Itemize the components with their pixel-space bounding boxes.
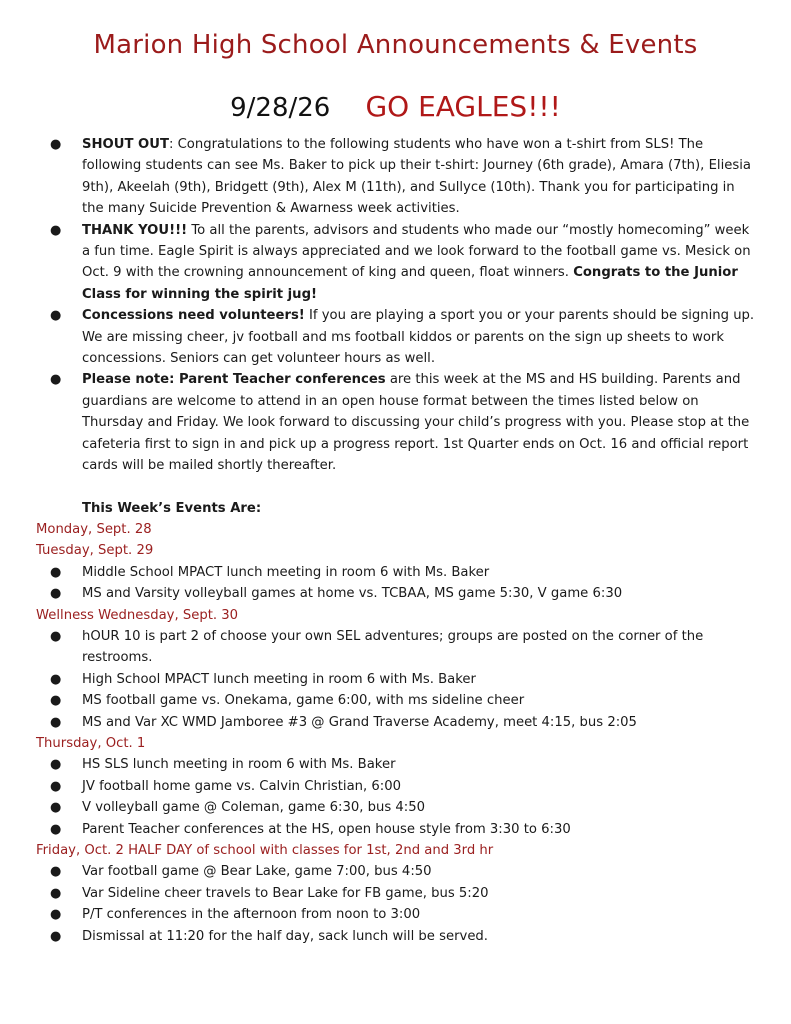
event-text: Middle School MPACT lunch meeting in room 6 with Ms. Baker <box>82 564 490 580</box>
event-list <box>0 754 791 840</box>
event-text: P/T conferences in the afternoon from noon to 3:00 <box>82 907 421 923</box>
event-list <box>0 562 791 605</box>
bullet-icon: ● <box>50 821 62 837</box>
announcement-item <box>0 305 791 369</box>
bullet-icon: ● <box>50 137 62 152</box>
announcement-text: are this week at the MS and HS building. Parents and guardians are welcome to attend in an open house format between the times listed below on Thursday and Friday. We look forward to discussing your child’s progress with you. Please stop at the cafeteria first to sign in and pick up a progress report. 1st Quarter ends on Oct. 16 and official report cards will be mailed shortly thereafter. <box>82 372 750 474</box>
date-line <box>0 90 791 123</box>
event-item <box>0 562 791 583</box>
events-heading: This Week’s Events Are: <box>82 500 262 516</box>
page-body <box>0 134 791 947</box>
event-text: Var Sideline cheer travels to Bear Lake for FB game, bus 5:20 <box>82 885 489 901</box>
bullet-icon: ● <box>50 864 62 880</box>
bullet-icon: ● <box>50 778 62 794</box>
bullet-icon: ● <box>50 308 62 324</box>
event-text: Var football game @ Bear Lake, game 7:00, bus 4:50 <box>82 864 432 880</box>
day-heading: Monday, Sept. 28 <box>36 521 152 537</box>
bullet-icon: ● <box>50 885 62 901</box>
announcement-text: : Congratulations to the following students who have won a t-shirt from SLS! The following students can see Ms. Baker to pick up their t-shirt: Journey (6th grade), Amara (7th), Eliesia 9th), Akeelah (9th), Bridgett (9th), Alex M (11th), and Sullyce (10th). Thank you for participating in the many Suicide Prevention & Awarness week activities. <box>82 137 751 217</box>
bullet-icon: ● <box>50 628 62 644</box>
bullet-icon: ● <box>50 222 62 238</box>
event-list <box>0 861 791 947</box>
event-item <box>0 583 791 604</box>
announcement-text: To all the parents, advisors and students who made our “mostly homecoming” week a fun time. Eagle Spirit is always appreciated and we look forward to the football game vs. Mesick on Oct. 9 with the crowning announcement of king and queen, float winners. <box>82 222 751 281</box>
announcement-item <box>0 220 791 306</box>
announcement-lead: THANK YOU!!! <box>82 222 188 238</box>
bullet-icon: ● <box>50 564 62 580</box>
day-heading: Thursday, Oct. 1 <box>36 735 146 751</box>
event-text: JV football home game vs. Calvin Christian, 6:00 <box>82 778 402 794</box>
bullet-icon: ● <box>50 928 62 944</box>
announcement-item <box>0 369 791 476</box>
event-text: MS and Var XC WMD Jamboree #3 @ Grand Traverse Academy, meet 4:15, bus 2:05 <box>82 714 637 730</box>
event-item <box>0 754 791 775</box>
bullet-icon: ● <box>50 693 62 709</box>
announcement-lead: Please note: Parent Teacher conferences <box>82 372 386 388</box>
bullet-icon: ● <box>50 757 62 773</box>
bullet-icon: ● <box>50 372 62 388</box>
event-list <box>0 626 791 733</box>
bullet-icon: ● <box>50 907 62 923</box>
event-item <box>0 669 791 690</box>
event-item <box>0 861 791 882</box>
bullet-icon: ● <box>50 586 62 602</box>
day-heading: Wellness Wednesday, Sept. 30 <box>36 607 239 623</box>
event-item <box>0 626 791 669</box>
event-item <box>0 690 791 711</box>
event-item <box>0 926 791 947</box>
event-text: High School MPACT lunch meeting in room 6 with Ms. Baker <box>82 671 476 687</box>
bullet-icon: ● <box>50 714 62 730</box>
date: 9/28/26 <box>230 93 331 123</box>
event-text: Parent Teacher conferences at the HS, open house style from 3:30 to 6:30 <box>82 821 571 837</box>
event-text: MS and Varsity volleyball games at home vs. TCBAA, MS game 5:30, V game 6:30 <box>82 586 623 602</box>
announcement-item <box>0 134 791 220</box>
event-item <box>0 712 791 733</box>
event-text: V volleyball game @ Coleman, game 6:30, bus 4:50 <box>82 800 426 816</box>
event-item <box>0 883 791 904</box>
bullet-icon: ● <box>50 671 62 687</box>
announcement-tail: Congrats to the Junior Class for winning the spirit jug! <box>82 265 738 302</box>
slogan: GO EAGLES!!! <box>365 90 561 123</box>
day-heading: Friday, Oct. 2 HALF DAY of school with classes for 1st, 2nd and 3rd hr <box>36 843 494 858</box>
announcement-text: If you are playing a sport you or your parents should be signing up. We are missing cheer, jv football and ms football kiddos or parents on the sign up sheets to work concessions. Seniors can get volunteer hours as well. <box>82 308 755 367</box>
event-item <box>0 904 791 925</box>
event-text: hOUR 10 is part 2 of choose your own SEL adventures; groups are posted on the corner of the restrooms. <box>82 628 704 666</box>
day-heading: Tuesday, Sept. 29 <box>36 543 154 559</box>
event-item <box>0 797 791 818</box>
page-title: Marion High School Announcements & Events <box>93 30 698 60</box>
announcement-lead: SHOUT OUT <box>82 137 169 152</box>
event-text: Dismissal at 11:20 for the half day, sack lunch will be served. <box>82 928 488 944</box>
event-text: HS SLS lunch meeting in room 6 with Ms. Baker <box>82 757 396 773</box>
event-item <box>0 776 791 797</box>
bullet-icon: ● <box>50 800 62 816</box>
announcement-lead: Concessions need volunteers! <box>82 308 305 324</box>
event-text: MS football game vs. Onekama, game 6:00, with ms sideline cheer <box>82 693 525 709</box>
event-item <box>0 819 791 840</box>
announcement-list <box>0 134 791 477</box>
